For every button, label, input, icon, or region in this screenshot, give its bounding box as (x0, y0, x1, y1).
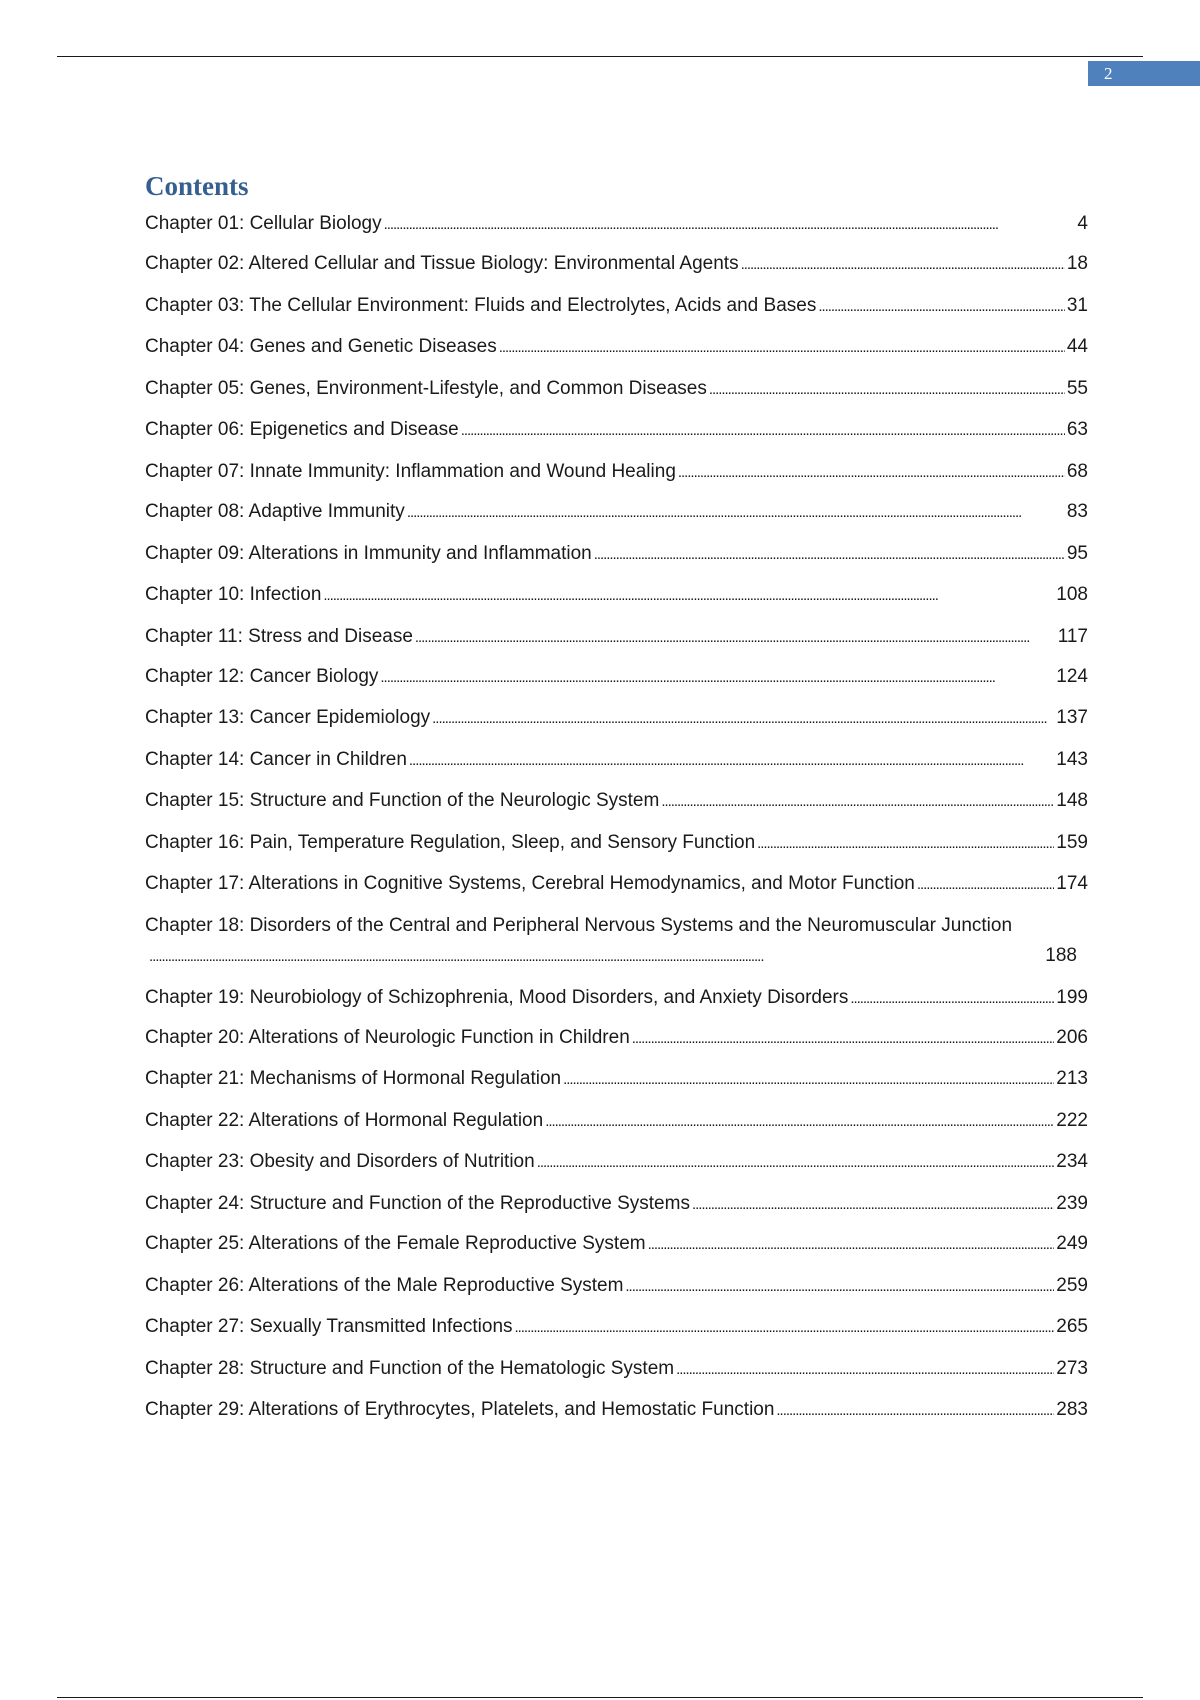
dot-leader (692, 1189, 1054, 1220)
toc-entry-page: 83 (1066, 501, 1088, 522)
toc-entry-page: 265 (1056, 1316, 1088, 1337)
toc-entry-title: Chapter 15: Structure and Function of the Neurologic System (145, 790, 660, 811)
toc-entry-page: 239 (1056, 1193, 1088, 1214)
toc-entry[interactable] (145, 1147, 1088, 1177)
toc-entry-page: 68 (1066, 461, 1088, 482)
toc-entry-title: Chapter 25: Alterations of the Female Reproductive System (145, 1233, 646, 1254)
toc-entry-title: Chapter 16: Pain, Temperature Regulation, Sleep, and Sensory Function (145, 832, 756, 853)
toc-entry-title: Chapter 14: Cancer in Children (145, 749, 407, 770)
page-number-badge: 2 (1088, 61, 1200, 86)
toc-entry[interactable] (145, 580, 1088, 610)
toc-entry-page: 55 (1066, 378, 1088, 399)
dot-leader (594, 539, 1065, 570)
toc-entry-title: Chapter 28: Structure and Function of the Hematologic System (145, 1358, 675, 1379)
dot-leader (709, 374, 1065, 405)
toc-entry-title: Chapter 08: Adaptive Immunity (145, 501, 405, 522)
toc-entry[interactable] (145, 457, 1088, 487)
toc-entry[interactable] (145, 703, 1088, 733)
toc-entry[interactable] (145, 1395, 1088, 1425)
dot-leader (415, 622, 1056, 653)
toc-entry-page: 213 (1056, 1068, 1088, 1089)
toc-entry[interactable] (145, 249, 1088, 279)
toc-entry[interactable] (145, 497, 1088, 527)
toc-entry[interactable] (145, 983, 1088, 1013)
toc-entry[interactable] (145, 415, 1088, 445)
dot-leader (678, 457, 1065, 488)
dot-leader (149, 941, 1043, 972)
dot-leader (407, 497, 1065, 528)
dot-leader (323, 580, 1054, 611)
toc-entry[interactable] (145, 539, 1088, 569)
header-rule (57, 56, 1143, 57)
toc-entry-title: Chapter 12: Cancer Biology (145, 666, 379, 687)
toc-entry-page: 124 (1056, 666, 1088, 687)
toc-entry-page: 44 (1066, 336, 1088, 357)
dot-leader (818, 291, 1065, 322)
toc-entry-page: 117 (1057, 626, 1088, 647)
toc-entry-page: 273 (1056, 1358, 1088, 1379)
toc-entry-title: Chapter 06: Epigenetics and Disease (145, 419, 459, 440)
toc-entry[interactable] (145, 332, 1088, 362)
toc-entry-page: 18 (1066, 253, 1088, 274)
dot-leader (648, 1229, 1055, 1260)
toc-entry[interactable] (145, 622, 1088, 652)
toc-entry-page: 222 (1056, 1110, 1088, 1131)
toc-entry-page: 206 (1056, 1027, 1088, 1048)
toc-entry-page: 31 (1066, 295, 1088, 316)
toc-entry-title: Chapter 18: Disorders of the Central and Peripheral Nervous Systems and the Neuromuscular Junction (145, 915, 1013, 936)
toc-entry-title: Chapter 02: Altered Cellular and Tissue Biology: Environmental Agents (145, 253, 739, 274)
toc-entry-page: 108 (1056, 584, 1088, 605)
toc-entry-page: 283 (1056, 1399, 1088, 1420)
toc-entry[interactable] (145, 1064, 1088, 1094)
dot-leader (409, 745, 1054, 776)
dot-leader (432, 703, 1054, 734)
toc-entry[interactable] (145, 911, 1088, 971)
toc-entry-page: 259 (1056, 1275, 1088, 1296)
toc-entry-title: Chapter 24: Structure and Function of the Reproductive Systems (145, 1193, 690, 1214)
toc-entry-page: 188 (1045, 945, 1077, 966)
dot-leader (632, 1023, 1055, 1054)
toc-entry-title: Chapter 29: Alterations of Erythrocytes, Platelets, and Hemostatic Function (145, 1399, 775, 1420)
toc-entry-page: 63 (1066, 419, 1088, 440)
dot-leader (515, 1312, 1055, 1343)
toc-entry-page: 199 (1056, 987, 1088, 1008)
toc-entry-title: Chapter 23: Obesity and Disorders of Nutrition (145, 1151, 535, 1172)
toc-entry[interactable] (145, 1312, 1088, 1342)
toc-entry-page: 143 (1056, 749, 1088, 770)
dot-leader (776, 1395, 1054, 1426)
toc-entry[interactable] (145, 1271, 1088, 1301)
toc-entry[interactable] (145, 1354, 1088, 1384)
toc-entry[interactable] (145, 1229, 1088, 1259)
toc-entry-title: Chapter 10: Infection (145, 584, 322, 605)
toc-entry[interactable] (145, 828, 1088, 858)
toc-entry-page: 4 (1077, 213, 1088, 234)
dot-leader (380, 662, 1054, 693)
toc-entry-page: 95 (1066, 543, 1088, 564)
toc-entry-page: 174 (1056, 873, 1088, 894)
toc-entry-title: Chapter 17: Alterations in Cognitive Systems, Cerebral Hemodynamics, and Motor Function (145, 873, 915, 894)
dot-leader (461, 415, 1065, 446)
toc-entry-title: Chapter 19: Neurobiology of Schizophrenia, Mood Disorders, and Anxiety Disorders (145, 987, 849, 1008)
toc-entry-title: Chapter 27: Sexually Transmitted Infections (145, 1316, 513, 1337)
toc-entry-title: Chapter 07: Innate Immunity: Inflammation and Wound Healing (145, 461, 676, 482)
dot-leader (741, 249, 1065, 280)
toc-entry-page: 137 (1056, 707, 1088, 728)
toc-entry-page: 234 (1056, 1151, 1088, 1172)
dot-leader (850, 983, 1054, 1014)
toc-entry-page: 159 (1056, 832, 1088, 853)
toc-entry-title: Chapter 04: Genes and Genetic Diseases (145, 336, 497, 357)
dot-leader (661, 786, 1054, 817)
dot-leader (757, 828, 1054, 859)
toc-entry-title: Chapter 22: Alterations of Hormonal Regulation (145, 1110, 544, 1131)
dot-leader (384, 209, 1076, 240)
toc-entry-title: Chapter 20: Alterations of Neurologic Function in Children (145, 1027, 630, 1048)
toc-entry[interactable] (145, 1023, 1088, 1053)
toc-entry-title: Chapter 13: Cancer Epidemiology (145, 707, 431, 728)
toc-entry-title: Chapter 03: The Cellular Environment: Fluids and Electrolytes, Acids and Bases (145, 295, 817, 316)
dot-leader (537, 1147, 1055, 1178)
dot-leader (563, 1064, 1054, 1095)
toc-entry-title: Chapter 05: Genes, Environment-Lifestyle, and Common Diseases (145, 378, 707, 399)
toc-entry-page: 249 (1056, 1233, 1088, 1254)
toc-entry[interactable] (145, 1106, 1088, 1136)
footer-rule (57, 1697, 1143, 1698)
dot-leader (545, 1106, 1054, 1137)
dot-leader (676, 1354, 1054, 1385)
toc-entry[interactable] (145, 745, 1088, 775)
toc-entry[interactable] (145, 869, 1088, 899)
toc-entry-title: Chapter 09: Alterations in Immunity and Inflammation (145, 543, 592, 564)
toc-entry-title: Chapter 26: Alterations of the Male Reproductive System (145, 1275, 624, 1296)
toc-entry[interactable] (145, 291, 1088, 321)
dot-leader (625, 1271, 1054, 1302)
toc-entry[interactable] (145, 662, 1088, 692)
toc-entry[interactable] (145, 374, 1088, 404)
toc-entry[interactable] (145, 786, 1088, 816)
toc-entry[interactable] (145, 209, 1088, 239)
toc-entry-page: 148 (1056, 790, 1088, 811)
toc-heading: Contents (145, 171, 249, 201)
toc-entry[interactable] (145, 1189, 1088, 1219)
toc-entry-title: Chapter 01: Cellular Biology (145, 213, 382, 234)
toc-entry-title: Chapter 11: Stress and Disease (145, 626, 413, 647)
toc-entry-title: Chapter 21: Mechanisms of Hormonal Regulation (145, 1068, 562, 1089)
dot-leader (917, 869, 1054, 900)
toc-entry-continuation (145, 941, 1077, 971)
dot-leader (499, 332, 1065, 363)
